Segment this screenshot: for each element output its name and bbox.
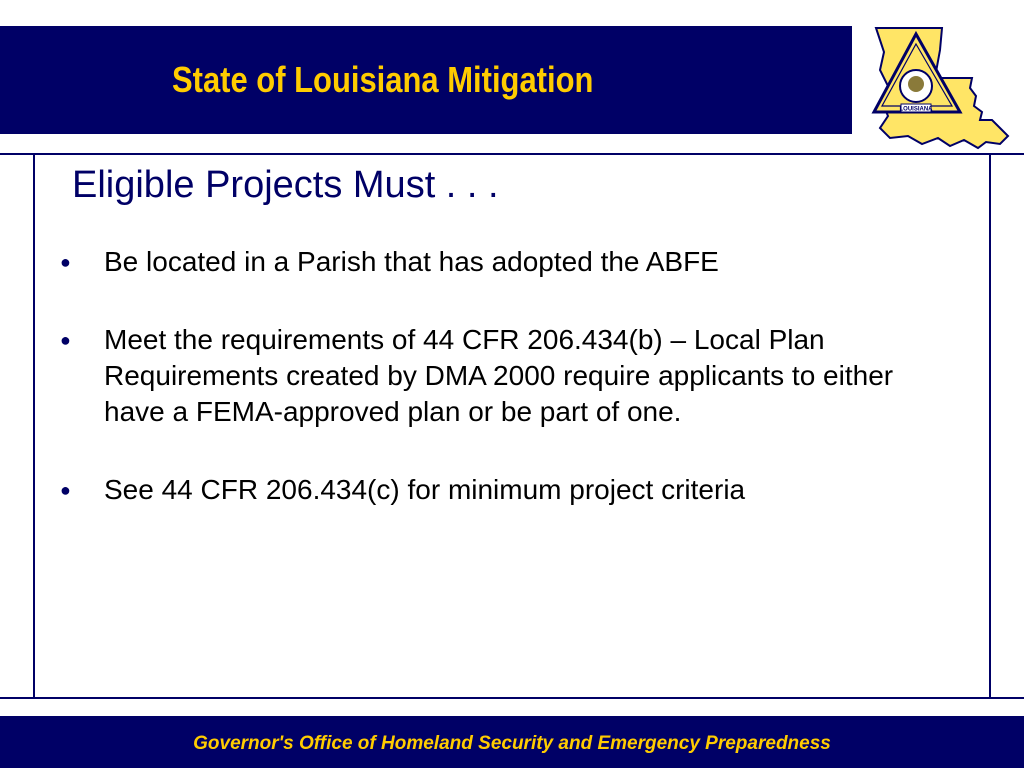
bullet-item (60, 322, 910, 430)
bullet-dot-icon: ● (60, 330, 71, 350)
right-border (989, 153, 991, 699)
bullet-text: Be located in a Parish that has adopted the ABFE (104, 246, 719, 277)
bullet-text: Meet the requirements of 44 CFR 206.434(b) – Local Plan Requirements created by DMA 2000 require applicants to either have a FEMA-approved plan or be part of one. (104, 324, 894, 427)
bullet-dot-icon: ● (60, 252, 71, 272)
top-divider (0, 153, 1024, 155)
seal-label: LOUISIANA (899, 106, 933, 113)
bullet-item (60, 472, 910, 508)
bullet-dot-icon: ● (60, 480, 71, 500)
slide-heading: Eligible Projects Must . . . (72, 164, 499, 206)
bullet-list (60, 244, 910, 550)
bullet-text: See 44 CFR 206.434(c) for minimum project criteria (104, 474, 746, 505)
footer-text: Governor's Office of Homeland Security and Emergency Preparedness (193, 733, 831, 754)
left-border (33, 153, 35, 699)
header-title: State of Louisiana Mitigation (172, 59, 594, 100)
bottom-divider (0, 697, 1024, 699)
bullet-item (60, 244, 910, 280)
louisiana-homeland-security-seal-icon (868, 20, 1014, 152)
